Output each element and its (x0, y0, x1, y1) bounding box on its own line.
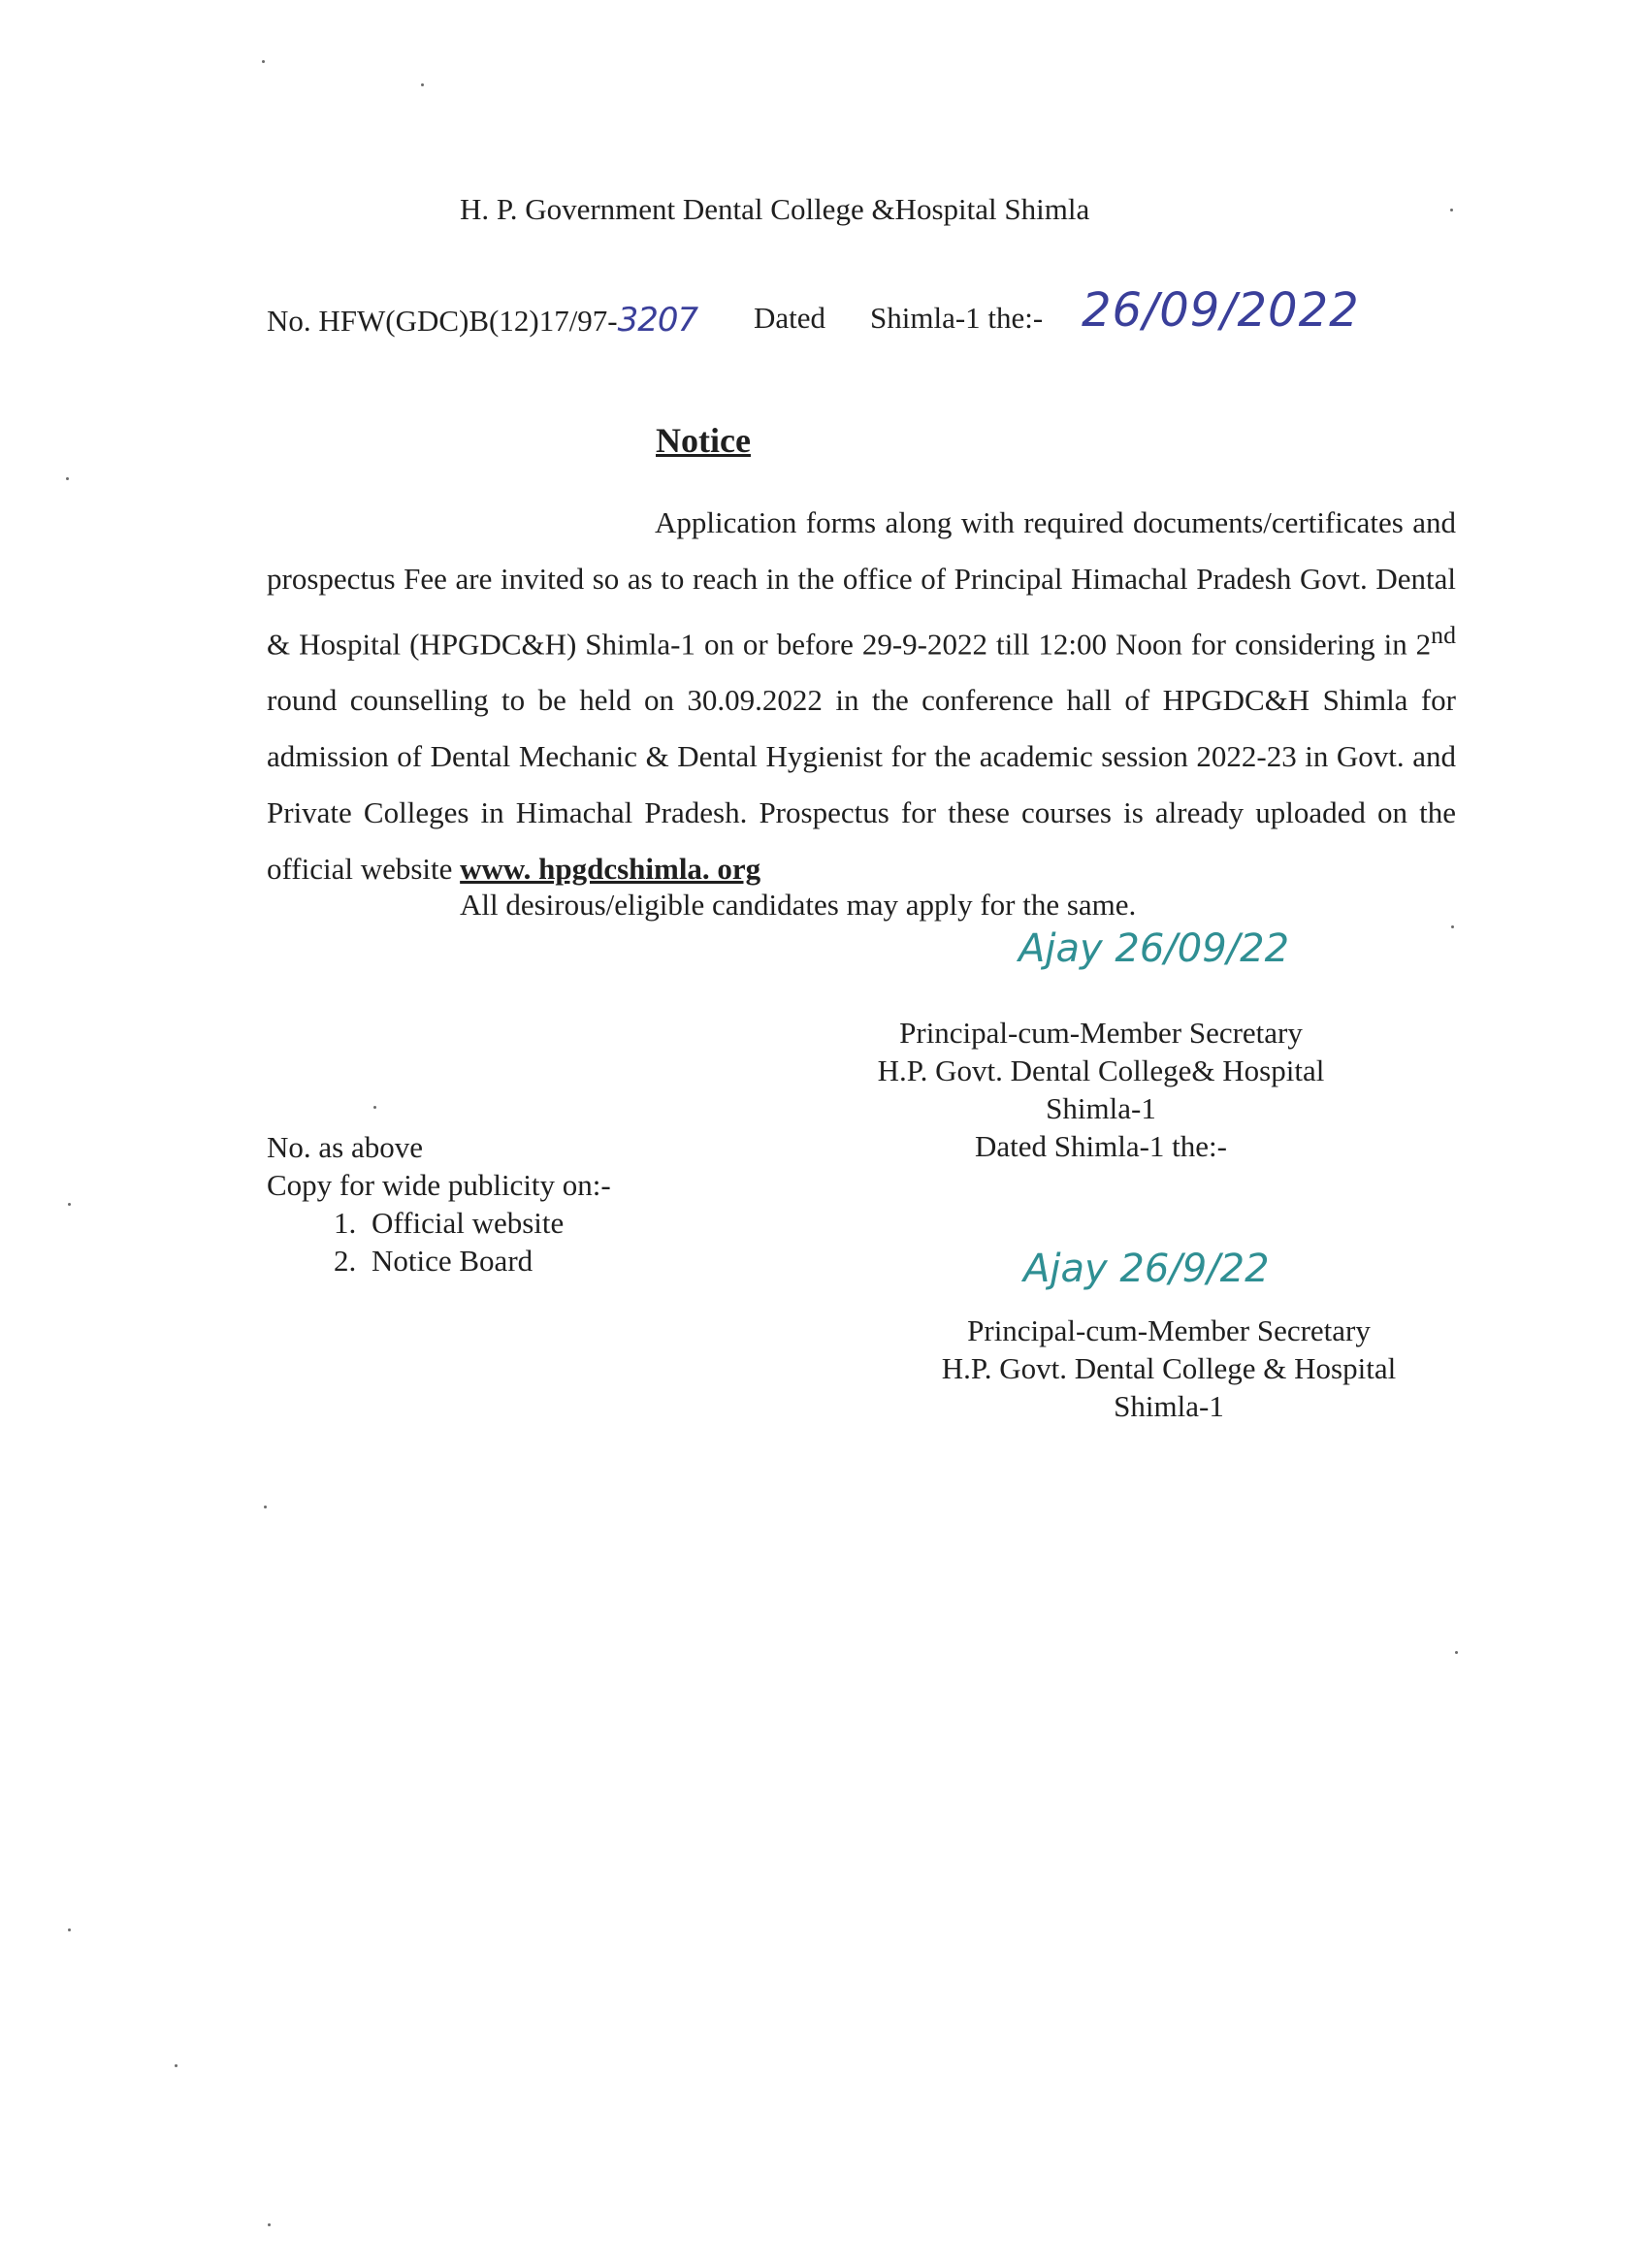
handwritten-date: 26/09/2022 (1082, 283, 1360, 338)
scan-speck (1451, 925, 1454, 928)
signatory-place: Shimla-1 (1046, 1091, 1156, 1125)
handwritten-signature-1: Ajay 26/09/22 (1018, 926, 1290, 971)
website-link[interactable]: www. hpgdcshimla. org (460, 852, 761, 887)
signatory-title: Principal-cum-Member Secretary (899, 1016, 1303, 1050)
list-item: 2. Notice Board (364, 1242, 611, 1280)
signature-block-2 (922, 1312, 1416, 1425)
copy-list (267, 1204, 611, 1280)
signature-block-1 (854, 1014, 1348, 1165)
closing-line: All desirous/eligible candidates may apply for the same. (460, 888, 1137, 922)
signatory-dated: Dated Shimla-1 the:- (975, 1129, 1227, 1163)
scan-speck (264, 1506, 267, 1508)
ordinal-suffix: nd (1431, 621, 1456, 649)
institution-header: H. P. Government Dental College &Hospital Shimla (460, 192, 1090, 226)
scan-speck (421, 83, 424, 86)
copy-label: Copy for wide publicity on:- (267, 1168, 611, 1202)
dated-label: Dated (754, 301, 826, 335)
reference-number-handwritten: 3207 (617, 301, 698, 340)
notice-body-part1: Application forms along with required documents/certificates and prospectus Fee are invited so as to reach in the office of Principal Himachal Pradesh Govt. Dental & Hospital (HPGDC&H) Shimla-1 on or before 29-9-2022 till 12:00 Noon for considering in 2 (267, 505, 1456, 662)
reference-line (267, 301, 826, 340)
list-item: 1. Official website (364, 1204, 611, 1242)
signatory-title: Principal-cum-Member Secretary (967, 1313, 1371, 1347)
scan-speck (373, 1106, 376, 1109)
notice-body-part2: round counselling to be held on 30.09.2022 in the conference hall of HPGDC&H Shimla for admission of Dental Mechanic & Dental Hygienist for the academic session 2022-23 in Govt. and Private Colleges in Himachal Pradesh. Prospectus for these courses is already uploaded on the official website (267, 683, 1456, 887)
reference-number-prefix: No. HFW(GDC)B(12)17/97- (267, 304, 618, 338)
scan-speck (262, 60, 265, 63)
handwritten-signature-2: Ajay 26/9/22 (1023, 1247, 1270, 1291)
signatory-place: Shimla-1 (1114, 1389, 1224, 1423)
scan-speck (68, 1928, 71, 1931)
signatory-org: H.P. Govt. Dental College& Hospital (877, 1053, 1325, 1087)
scan-speck (1450, 209, 1453, 211)
signatory-org: H.P. Govt. Dental College & Hospital (941, 1351, 1397, 1385)
scan-speck (68, 1203, 71, 1206)
copy-number: No. as above (267, 1130, 423, 1164)
notice-body (267, 495, 1456, 897)
notice-title: Notice (656, 421, 751, 460)
scan-speck (268, 2223, 271, 2226)
scan-speck (175, 2064, 178, 2067)
scan-speck (66, 477, 69, 480)
copy-distribution (267, 1128, 611, 1280)
scan-speck (1455, 1651, 1458, 1654)
place-label: Shimla-1 the:- (870, 301, 1044, 335)
